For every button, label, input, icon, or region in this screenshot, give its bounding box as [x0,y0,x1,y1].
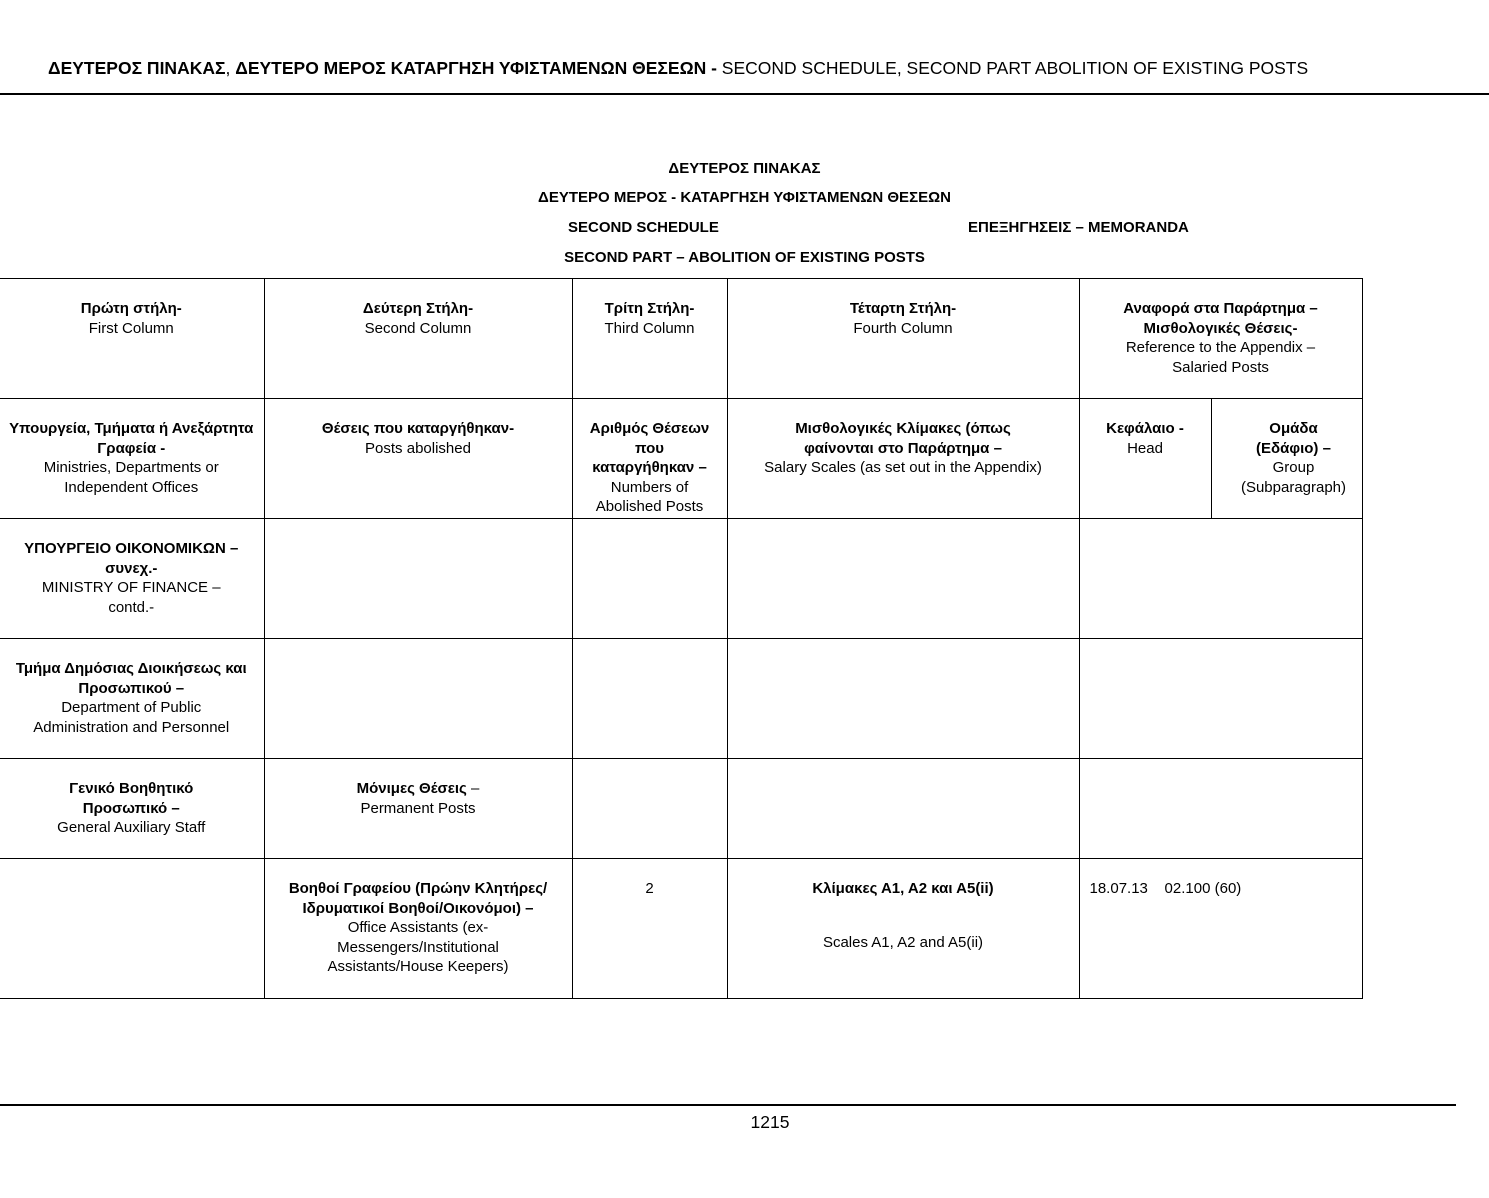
ministry-cell [0,519,264,639]
abolished-count-cell [572,859,727,999]
subheader-salary-scales [727,399,1079,519]
header-rule [0,93,1489,95]
subheader-ministries [0,399,264,519]
subheader-group-english: Group (Subparagraph) [1240,459,1347,496]
table-row [0,519,1362,639]
subheader-number-abolished-english: Numbers of Abolished Posts [595,478,704,515]
subheader-number-abolished-greek: Αριθμός Θέσεων που καταργήθηκαν – [589,420,710,476]
schedule-title-english: SECOND SCHEDULE [568,219,719,236]
header-first-column-english: First Column [88,319,174,337]
subheader-group [1211,399,1362,519]
header-fourth-column-greek: Τέταρτη Στήλη- [849,300,957,317]
header-second-column-english: Second Column [364,319,472,337]
running-header-greek-schedule: ΔΕΥΤΕΡΟΣ ΠΙΝΑΚΑΣ [48,58,226,78]
memoranda-label: ΕΠΕΞΗΓΗΣΕΙΣ – MEMORANDA [968,219,1189,236]
schedule-title-greek: ΔΕΥΤΕΡΟΣ ΠΙΝΑΚΑΣ [668,160,821,177]
appendix-reference: 18.07.13 02.100 (60) [1089,880,1242,897]
subheader-ministries-english: Ministries, Departments or Independent Offices [43,459,219,496]
reference-cell [1079,859,1362,999]
post-title-english: Office Assistants (ex-Messengers/Institutional Assistants/House Keepers) [327,919,509,975]
staff-category-cell [0,759,264,859]
header-first-column [0,279,264,399]
subheader-posts-abolished-greek: Θέσεις που καταργήθηκαν- [321,420,515,437]
footer-rule [0,1104,1456,1106]
part-title-english: SECOND PART – ABOLITION OF EXISTING POSTS [564,249,925,266]
header-appendix-reference [1079,279,1362,399]
department-name-english: Department of Public Administration and Personnel [33,699,230,736]
table-row [0,759,1362,859]
post-type-greek: Μόνιμες Θέσεις [356,780,467,797]
table-row [0,859,1362,999]
header-fourth-column [727,279,1079,399]
subheader-head-greek: Κεφάλαιο - [1106,420,1184,437]
post-title-greek: Βοηθοί Γραφείου (Πρώην Κλητήρες/Ιδρυματικοί Βοηθοί/Οικονόμοι) – [288,880,548,917]
salary-scale-english: Scales A1, A2 and A5(ii) [822,933,984,951]
header-appendix-reference-english: Reference to the Appendix – Salaried Posts [1125,339,1316,376]
header-appendix-reference-greek: Αναφορά στα Παράρτημα – Μισθολογικές Θέσεις- [1123,300,1318,337]
part-title-greek: ΔΕΥΤΕΡΟ ΜΕΡΟΣ - ΚΑΤΑΡΓΗΣΗ ΥΦΙΣΤΑΜΕΝΩΝ ΘΕΣΕΩΝ [538,189,951,206]
table-row [0,639,1362,759]
header-third-column-greek: Τρίτη Στήλη- [604,300,695,317]
subheader-posts-abolished-english: Posts abolished [365,439,471,457]
post-type-dash: – [466,780,480,797]
page-number: 1215 [750,1112,790,1132]
staff-category-english: General Auxiliary Staff [57,819,206,836]
ministry-name-english: MINISTRY OF FINANCE – contd.- [41,579,221,616]
staff-category-greek: Γενικό Βοηθητικό Προσωπικό – [69,780,194,817]
post-title-cell [264,859,572,999]
header-first-column-greek: Πρώτη στήλη- [80,300,182,317]
header-fourth-column-english: Fourth Column [853,319,953,337]
post-type-english: Permanent Posts [360,799,476,817]
post-type-cell [264,759,572,859]
subheader-ministries-greek: Υπουργεία, Τμήματα ή Ανεξάρτητα Γραφεία - [9,420,254,457]
salary-scale-greek: Κλίμακες Α1, Α2 και Α5(ii) [812,880,994,897]
salary-scale-cell [727,859,1079,999]
running-header-separator: , [225,58,236,78]
header-third-column-english: Third Column [604,319,695,337]
column-header-row [0,279,1362,399]
header-second-column-greek: Δεύτερη Στήλη- [362,300,474,317]
abolished-posts-table [0,278,1363,999]
department-name-greek: Τμήμα Δημόσιας Διοικήσεως και Προσωπικού – [15,660,247,697]
header-third-column [572,279,727,399]
header-second-column [264,279,572,399]
ministry-name-greek: ΥΠΟΥΡΓΕΙΟ ΟΙΚΟΝΟΜΙΚΩΝ – συνεχ.- [24,540,239,577]
department-cell [0,639,264,759]
subheader-group-greek: Ομάδα (Εδάφιο) – [1256,420,1331,457]
subheader-salary-scales-english: Salary Scales (as set out in the Appendix) [764,459,1042,476]
subheader-number-abolished [572,399,727,519]
sub-header-row [0,399,1362,519]
running-header [48,58,1468,79]
subheader-head-english: Head [1127,439,1163,457]
running-header-english: SECOND SCHEDULE, SECOND PART ABOLITION OF EXISTING POSTS [721,58,1309,78]
subheader-salary-scales-greek: Μισθολογικές Κλίμακες (όπως φαίνονται στο Παράρτημα – [795,420,1011,457]
abolished-count: 2 [645,880,654,897]
subheader-posts-abolished [264,399,572,519]
running-header-greek-part: ΔΕΥΤΕΡΟ ΜΕΡΟΣ ΚΑΤΑΡΓΗΣΗ ΥΦΙΣΤΑΜΕΝΩΝ ΘΕΣΕΩΝ - [235,58,722,78]
subheader-head [1079,399,1211,519]
